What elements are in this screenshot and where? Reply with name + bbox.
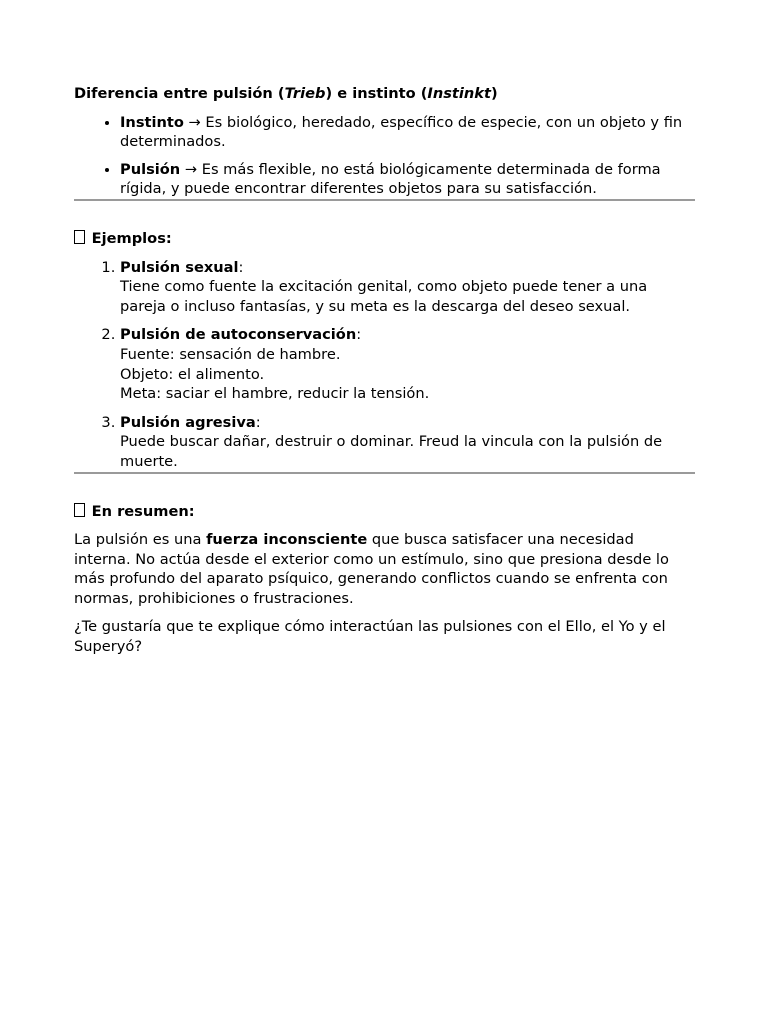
definition-item (120, 160, 695, 199)
colon: : (356, 326, 362, 344)
arrow-glyph: → (180, 160, 202, 178)
heading-text: ) e instinto ( (325, 85, 428, 102)
summary-text: que busca satisfacer una necesidad interna. No actúa desde el exterior como un estímulo, sino que presiona desde lo más profundo del aparato psíquico, generando conflictos cuando se enfrenta con normas, prohibiciones o frustraciones. (74, 531, 669, 607)
heading-term-trieb: Trieb (284, 85, 326, 102)
definition-text: Es más flexible, no está biológicamente determinada de forma rígida, y puede encontrar diferentes objetos para su satisfacción. (120, 160, 661, 198)
colon: : (238, 258, 244, 276)
arrow-glyph: → (183, 113, 206, 131)
example-line: Objeto: el alimento. (120, 365, 265, 383)
examples-title-text: Ejemplos: (91, 229, 172, 247)
summary-emphasis: fuerza inconsciente (206, 531, 368, 549)
definition-text: Es biológico, heredado, específico de especie, con un objeto y fin determinados. (120, 113, 683, 151)
example-item (120, 258, 695, 317)
follow-up-question: ¿Te gustaría que te explique cómo interactúan las pulsiones con el Ello, el Yo y el Superyó? (74, 618, 666, 656)
heading-text: Diferencia entre pulsión ( (74, 85, 285, 102)
examples-title (74, 229, 695, 249)
examples-list (74, 258, 695, 472)
definition-list (74, 113, 695, 199)
example-title: Pulsión de autoconservación (120, 326, 357, 344)
missing-glyph-icon (74, 230, 85, 244)
example-line: Meta: saciar el hambre, reducir la tensión. (120, 385, 430, 403)
definition-item (120, 113, 695, 152)
heading-text: ) (490, 85, 498, 102)
definition-term: Instinto (120, 113, 184, 131)
example-title: Pulsión agresiva (120, 413, 256, 431)
section-heading (74, 84, 695, 104)
divider (74, 199, 695, 201)
colon: : (255, 413, 261, 431)
example-item (120, 413, 695, 472)
example-item (120, 325, 695, 403)
divider (74, 472, 695, 474)
example-line: Tiene como fuente la excitación genital, como objeto puede tener a una pareja o incluso fantasías, y su meta es la descarga del deseo sexual. (120, 278, 648, 315)
example-title: Pulsión sexual (120, 258, 239, 276)
definition-term: Pulsión (120, 160, 181, 178)
summary-paragraph (74, 530, 695, 608)
summary-title-text: En resumen: (91, 502, 195, 520)
summary-text: La pulsión es una (74, 531, 207, 549)
missing-glyph-icon (74, 503, 85, 517)
heading-term-instinkt: Instinkt (427, 85, 491, 102)
summary-title (74, 502, 695, 522)
example-line: Puede buscar dañar, destruir o dominar. Freud la vincula con la pulsión de muerte. (120, 433, 663, 470)
example-line: Fuente: sensación de hambre. (120, 345, 341, 363)
document-content (74, 84, 695, 666)
